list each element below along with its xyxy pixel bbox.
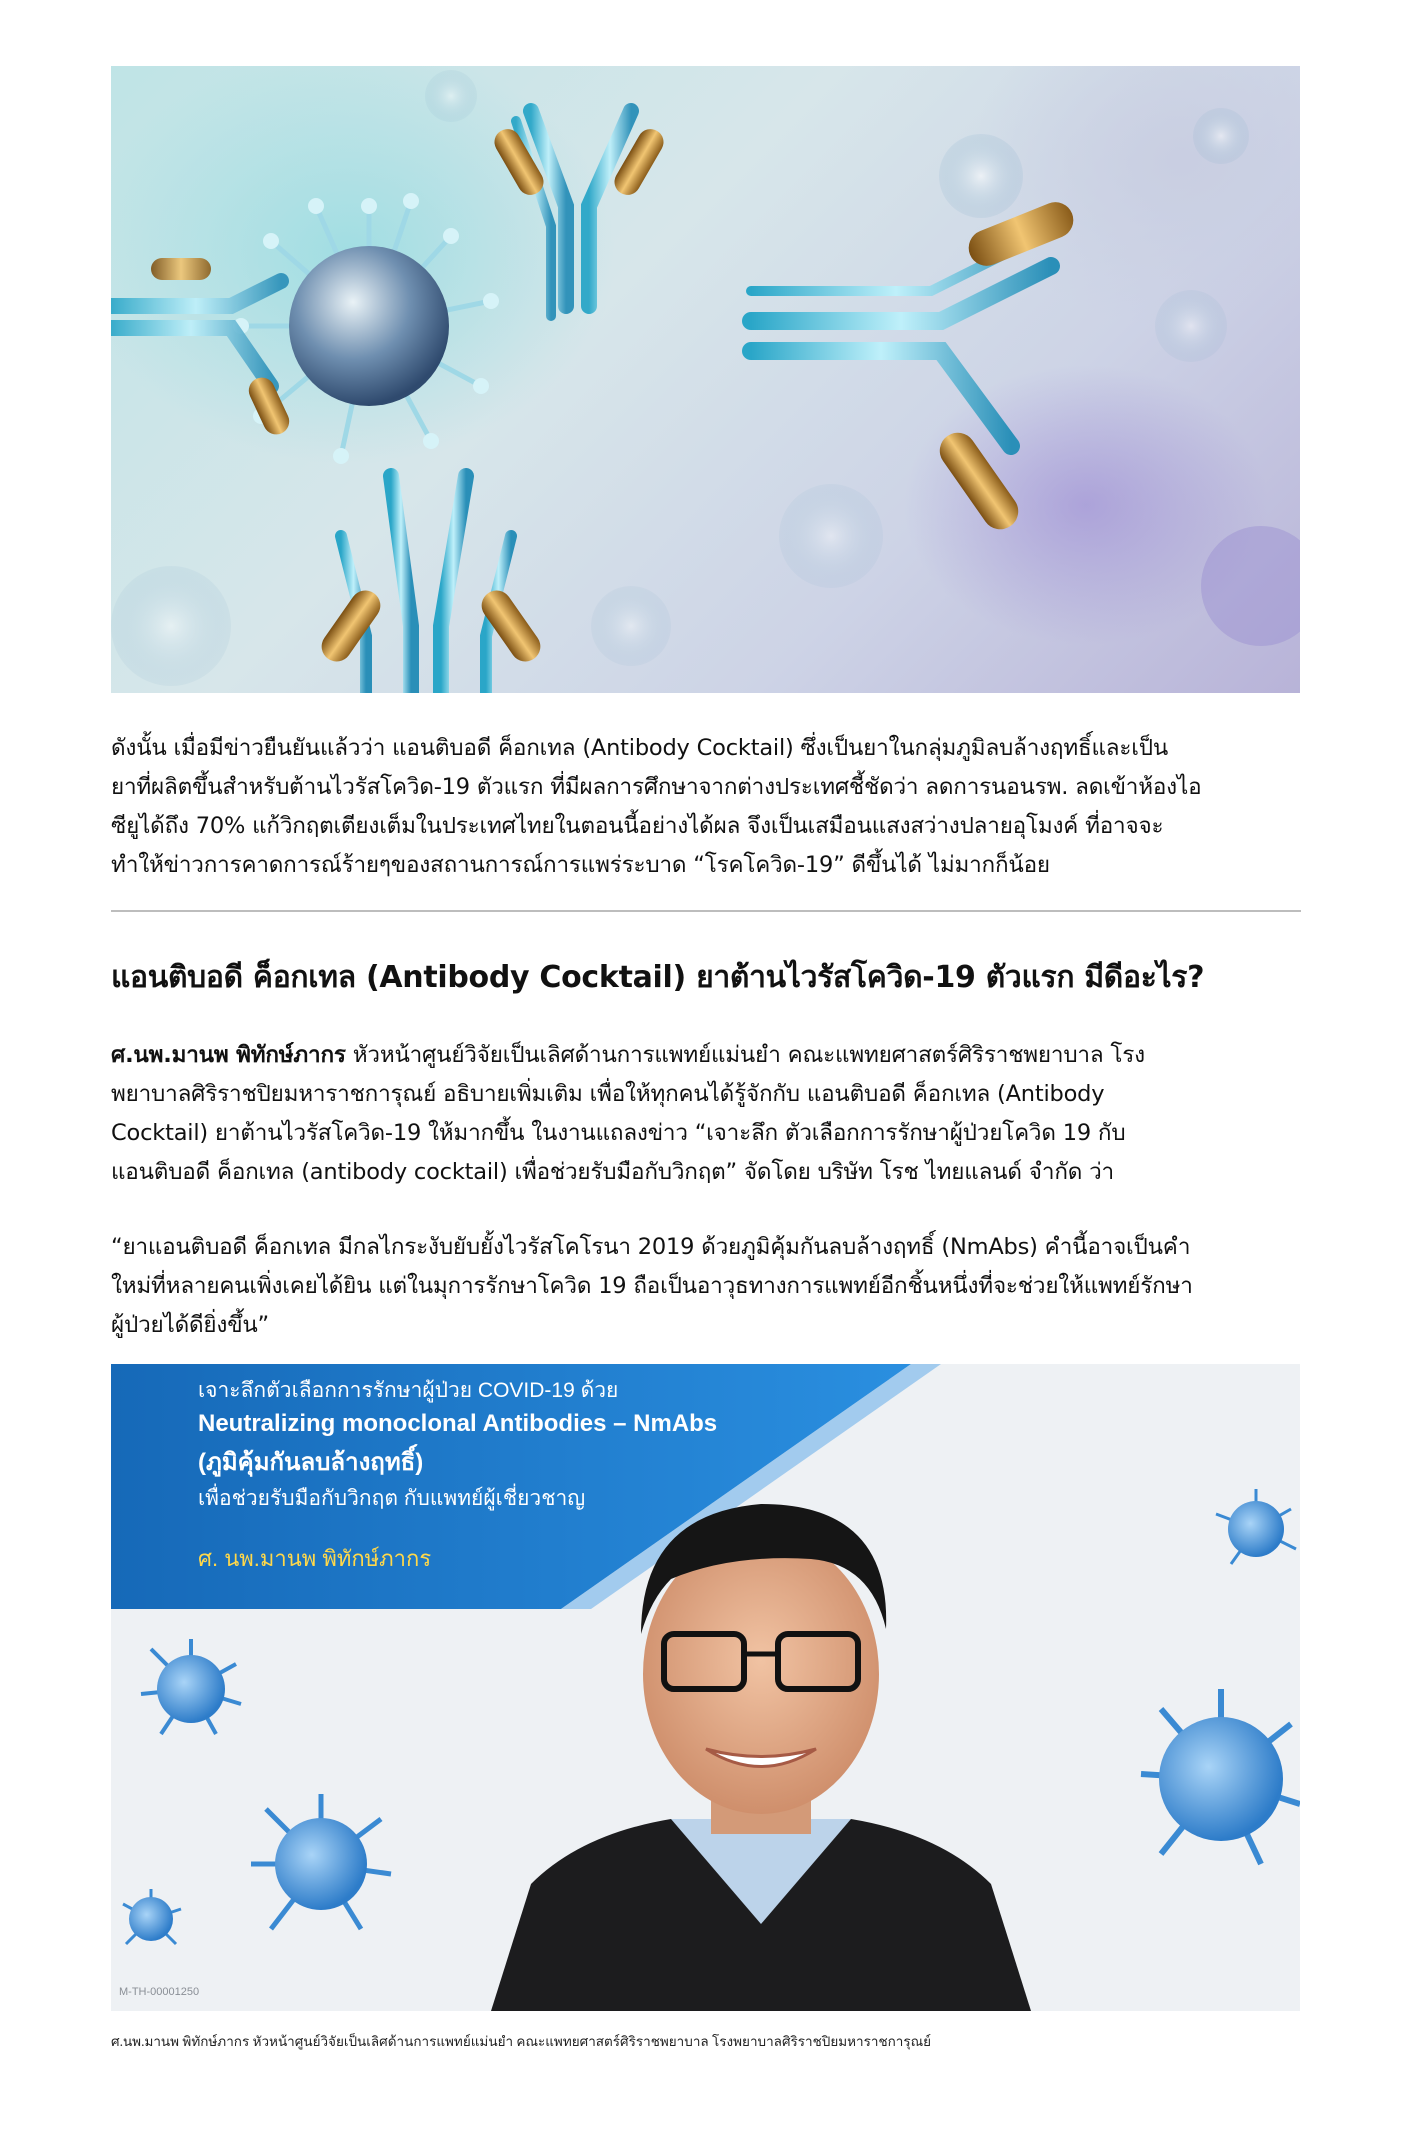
body-line: Cocktail) ยาต้านไวรัสโควิด-19 ให้มากขึ้น ในงานแถลงข่าว “เจาะลึก ตัวเลือกการรักษาผู้ป่วยโควิด 19 กับ — [111, 1120, 1126, 1146]
webinar-title-bold: Neutralizing monoclonal Antibodies – NmAbs — [198, 1410, 718, 1437]
photo-caption: ศ.นพ.มานพ พิทักษ์ภากร หัวหน้าศูนย์วิจัยเป็นเลิศด้านการแพทย์แม่นยำ คณะแพทยศาสตร์ศิริราชพยาบาล โรงพยาบาลศิริราชปิยมหาราชการุณย์ — [111, 2034, 932, 2049]
webinar-code: M-TH-00001250 — [119, 1986, 200, 1998]
webinar-subtitle: เพื่อช่วยรับมือกับวิกฤต กับแพทย์ผู้เชี่ยวชาญ — [198, 1487, 586, 1510]
quote-paragraph — [111, 1228, 1301, 1345]
body-line: พยาบาลศิริราชปิยมหาราชการุณย์ อธิบายเพิ่มเติม เพื่อให้ทุกคนได้รู้จักกับ แอนติบอดี ค็อกเทล (Antibody — [111, 1081, 1105, 1107]
intro-line: ยาที่ผลิตขึ้นสำหรับต้านไวรัสโควิด-19 ตัวแรก ที่มีผลการศึกษาจากต่างประเทศชี้ชัดว่า ลดการนอนรพ. ลดเข้าห้องไอ — [111, 774, 1202, 800]
section-divider — [111, 910, 1301, 912]
webinar-title-thai: (ภูมิคุ้มกันลบล้างฤทธิ์) — [198, 1449, 424, 1476]
intro-paragraph — [111, 729, 1301, 885]
body-line: แอนติบอดี ค็อกเทล (antibody cocktail) เพื่อช่วยรับมือกับวิกฤต” จัดโดย บริษัท โรช ไทยแลนด์ จำกัด ว่า — [111, 1159, 1114, 1185]
author-name: ศ.นพ.มานพ พิทักษ์ภากร — [111, 1042, 346, 1068]
body-paragraph — [111, 1036, 1301, 1192]
webinar-title-line: เจาะลึกตัวเลือกการรักษาผู้ป่วย COVID-19 ด้วย — [198, 1379, 619, 1402]
body-line — [111, 1036, 1301, 1075]
webinar-speaker-name: ศ. นพ.มานพ พิทักษ์ภากร — [198, 1546, 432, 1571]
webinar-screenshot — [111, 1364, 1300, 2011]
quote-line: “ยาแอนติบอดี ค็อกเทล มีกลไกระงับยับยั้งไวรัสโคโรนา 2019 ด้วยภูมิคุ้มกันลบล้างฤทธิ์ (NmAbs) คำนี้อาจเป็นคำ — [111, 1234, 1191, 1260]
quote-line: ผู้ป่วยได้ดียิ่งขึ้น” — [111, 1312, 270, 1338]
section-heading: แอนติบอดี ค็อกเทล (Antibody Cocktail) ยาต้านไวรัสโควิด-19 ตัวแรก มีดีอะไร? — [111, 960, 1205, 995]
intro-line: ดังนั้น เมื่อมีข่าวยืนยันแล้วว่า แอนติบอดี ค็อกเทล (Antibody Cocktail) ซึ่งเป็นยาในกลุ่มภูมิลบล้างฤทธิ์และเป็น — [111, 735, 1169, 761]
quote-line: ใหม่ที่หลายคนเพิ่งเคยได้ยิน แต่ในมุการรักษาโควิด 19 ถือเป็นอาวุธทางการแพทย์อีกชิ้นหนึ่งที่จะช่วยให้แพทย์รักษา — [111, 1273, 1193, 1299]
antibody-virus-graphic — [111, 66, 1300, 693]
body-line-rest: หัวหน้าศูนย์วิจัยเป็นเลิศด้านการแพทย์แม่นยำ คณะแพทยศาสตร์ศิริราชพยาบาล โรง — [345, 1042, 1145, 1068]
intro-line: ซียูได้ถึง 70% แก้วิกฤตเตียงเต็มในประเทศไทยในตอนนี้อย่างได้ผล จึงเป็นเสมือนแสงสว่างปลายอุโมงค์ ที่อาจจะ — [111, 813, 1164, 839]
intro-line: ทำให้ข่าวการคาดการณ์ร้ายๆของสถานการณ์การแพร่ระบาด “โรคโควิด-19” ดีขึ้นได้ ไม่มากก็น้อย — [111, 852, 1050, 878]
antibody-virus-illustration — [111, 66, 1300, 693]
